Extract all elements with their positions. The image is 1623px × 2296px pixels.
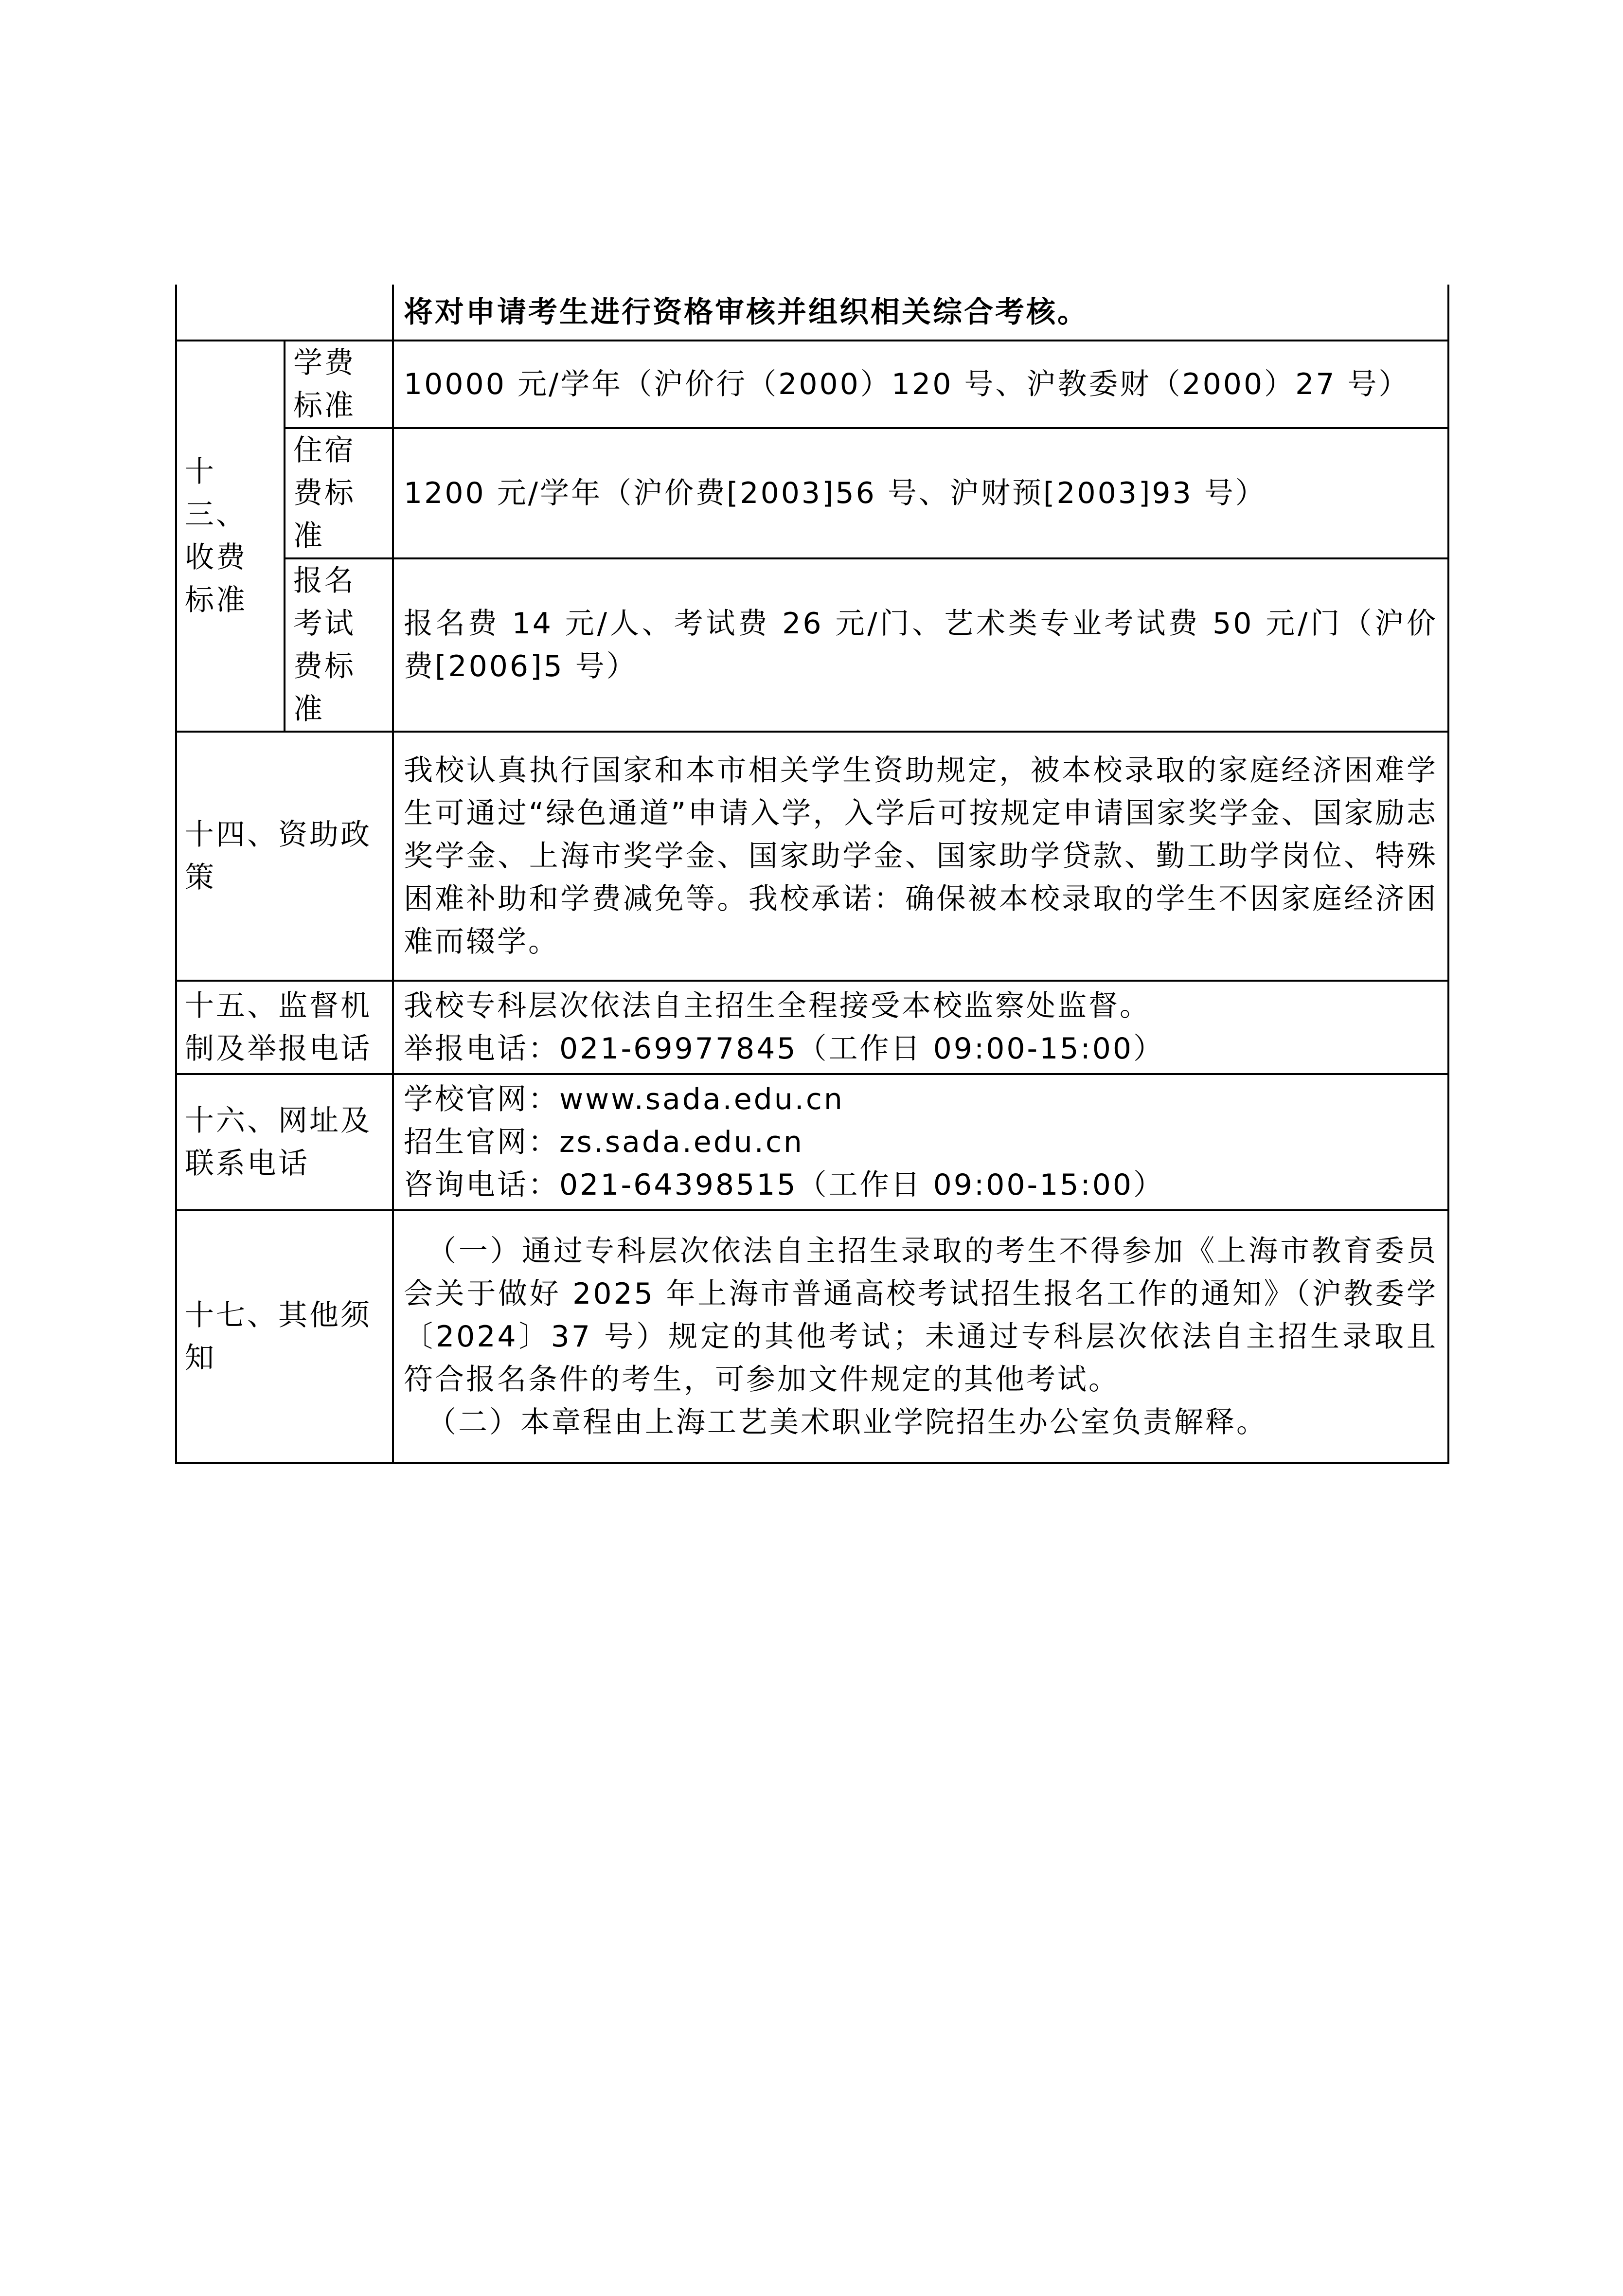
report-phone: 举报电话：021-69977845（工作日 09:00-15:00）	[404, 1032, 1165, 1066]
table-row	[176, 558, 1448, 732]
other-paragraph-1: （一）通过专科层次依法自主招生录取的考生不得参加《上海市教育委员会关于做好 2025 年上海市普通高校考试招生报名工作的通知》（沪教委学〔2024〕37 号）规定的其他考试；未通过专科层次依法自主招生录取且符合报名条件的考生，可参加文件规定的其他考试。	[404, 1234, 1438, 1397]
contact-heading: 十六、网址及联系电话	[176, 1074, 393, 1210]
supervision-content	[393, 981, 1448, 1074]
consult-phone: 咨询电话：021-64398515（工作日 09:00-15:00）	[404, 1168, 1165, 1202]
dormitory-text: 1200 元/学年（沪价费[2003]56 号、沪财预[2003]93 号）	[393, 428, 1448, 558]
tuition-label: 学费标准	[285, 341, 393, 428]
table-row	[176, 285, 1448, 341]
admission-website: 招生官网：zs.sada.edu.cn	[404, 1125, 804, 1159]
table-row	[176, 732, 1448, 981]
exam-fee-label: 报名考试费标准	[285, 558, 393, 732]
supervision-line: 我校专科层次依法自主招生全程接受本校监察处监督。	[404, 989, 1151, 1023]
table-row	[176, 981, 1448, 1074]
continued-heading-cell	[176, 285, 393, 341]
school-website: 学校官网：www.sada.edu.cn	[404, 1082, 844, 1116]
fees-heading: 十三、收费标准	[176, 341, 285, 732]
table-row	[176, 1074, 1448, 1210]
tuition-text: 10000 元/学年（沪价行（2000）120 号、沪教委财（2000）27 号）	[393, 341, 1448, 428]
table-row	[176, 341, 1448, 428]
dormitory-label: 住宿费标准	[285, 428, 393, 558]
supervision-heading: 十五、监督机制及举报电话	[176, 981, 393, 1074]
exam-fee-text: 报名费 14 元/人、考试费 26 元/门、艺术类专业考试费 50 元/门（沪价费[2006]5 号）	[393, 558, 1448, 732]
other-heading: 十七、其他须知	[176, 1210, 393, 1463]
continued-text: 将对申请考生进行资格审核并组织相关综合考核。	[393, 285, 1448, 341]
other-content	[393, 1210, 1448, 1463]
aid-text: 我校认真执行国家和本市相关学生资助规定，被本校录取的家庭经济困难学生可通过“绿色通道”申请入学，入学后可按规定申请国家奖学金、国家励志奖学金、上海市奖学金、国家助学金、国家助学贷款、勤工助学岗位、特殊困难补助和学费减免等。我校承诺：确保被本校录取的学生不因家庭经济困难而辍学。	[393, 732, 1448, 981]
admission-rules-table	[175, 285, 1449, 1464]
table-row	[176, 1210, 1448, 1463]
aid-heading: 十四、资助政策	[176, 732, 393, 981]
table-row	[176, 428, 1448, 558]
contact-content	[393, 1074, 1448, 1210]
other-paragraph-2: （二）本章程由上海工艺美术职业学院招生办公室负责解释。	[427, 1405, 1267, 1439]
